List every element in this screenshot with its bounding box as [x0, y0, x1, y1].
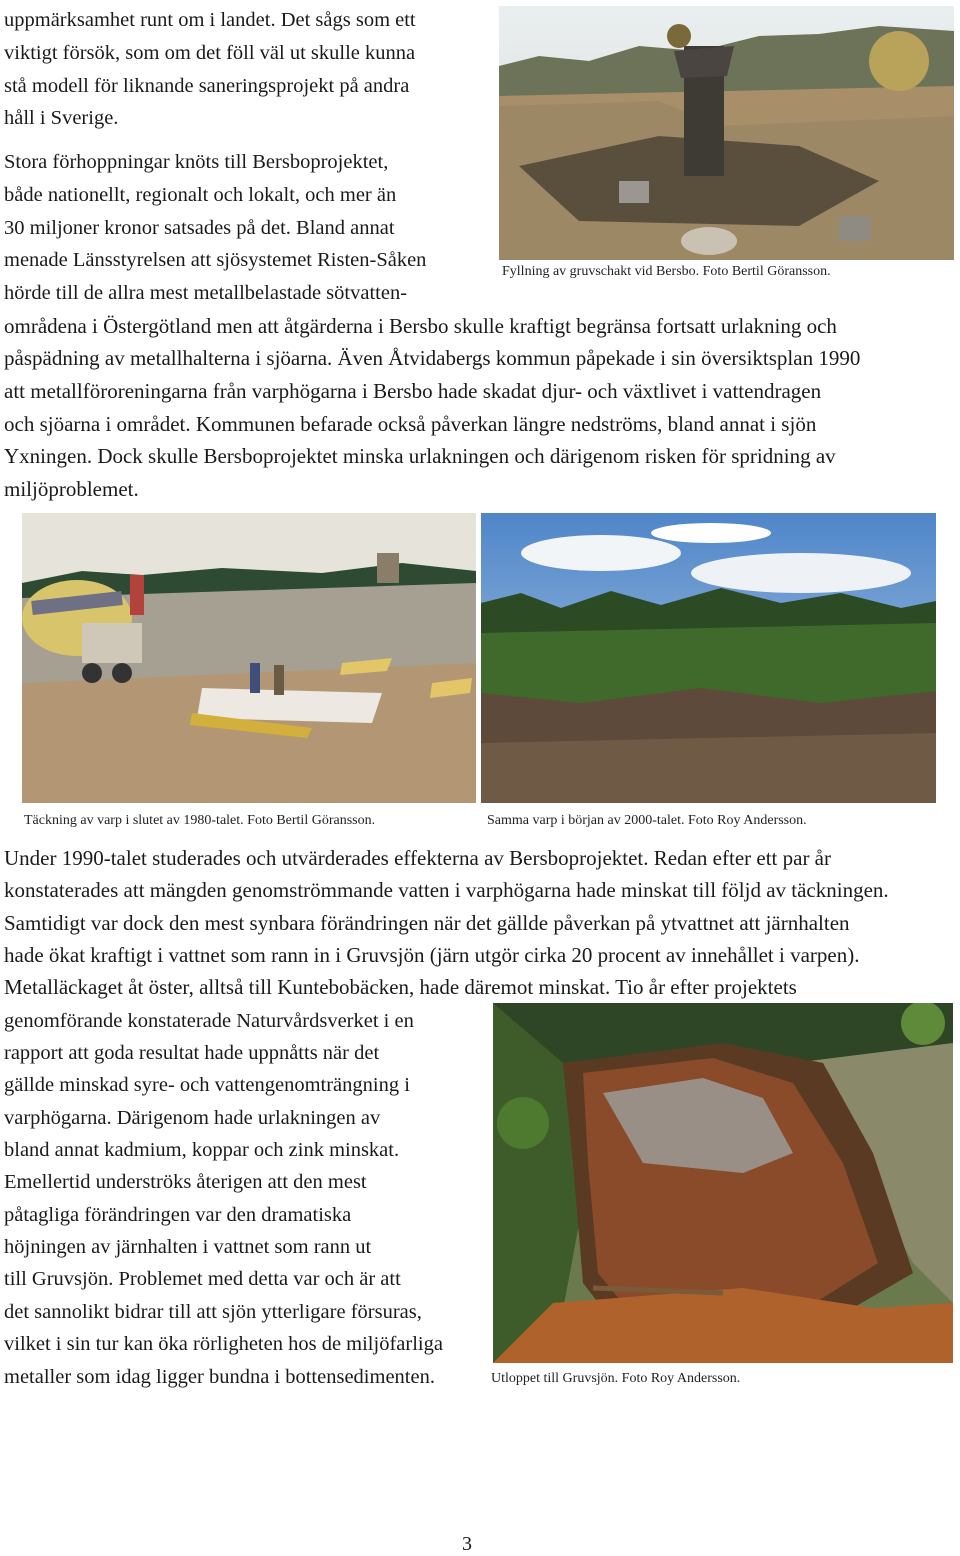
- text-line: Metalläckaget åt öster, alltså till Kuntebobäcken, hade däremot minskat. Tio år efter projektets: [4, 975, 797, 999]
- text-line: Emellertid underströks återigen att den mest: [4, 1171, 367, 1193]
- text-line: Stora förhoppningar knöts till Bersboprojektet,: [4, 151, 389, 173]
- text-line: vilket i sin tur kan öka rörligheten hos de miljöfarliga: [4, 1333, 443, 1355]
- text-line: det sannolikt bidrar till att sjön ytterligare försuras,: [4, 1301, 422, 1323]
- figure-caption: Samma varp i början av 2000-talet. Foto Roy Andersson.: [487, 813, 807, 828]
- text-line: menade Länsstyrelsen att sjösystemet Risten-Såken: [4, 249, 427, 271]
- text-line: rapport att goda resultat hade uppnåtts när det: [4, 1042, 380, 1064]
- text-line: genomförande konstaterade Naturvårdsverket i en: [4, 1010, 414, 1032]
- text-line: hade ökat kraftigt i vattnet som rann in i Gruvsjön (järn utgör cirka 20 procent av innehållet i varpen).: [4, 943, 860, 967]
- text-line: 30 miljoner kronor satsades på det. Bland annat: [4, 217, 395, 239]
- text-line: stå modell för liknande saneringsprojekt på andra: [4, 75, 410, 97]
- text-line: håll i Sverige.: [4, 107, 119, 129]
- regrowth-photo: [481, 513, 936, 803]
- text-line: påtagliga förändringen var den dramatiska: [4, 1204, 352, 1226]
- text-line: varphögarna. Därigenom hade urlakningen av: [4, 1107, 381, 1129]
- text-line: metaller som idag ligger bundna i bottensedimenten.: [4, 1366, 435, 1388]
- text-line: Under 1990-talet studerades och utvärderades effekterna av Bersboprojektet. Redan efter ett par år: [4, 846, 831, 870]
- figure-caption: Utloppet till Gruvsjön. Foto Roy Andersson.: [491, 1371, 741, 1386]
- text-line: både nationellt, regionalt och lokalt, och mer än: [4, 184, 397, 206]
- text-line: bland annat kadmium, koppar och zink minskat.: [4, 1139, 400, 1161]
- text-line: hörde till de allra mest metallbelastade sötvatten-: [4, 282, 408, 304]
- page-number: 3: [462, 1533, 472, 1555]
- text-line: uppmärksamhet runt om i landet. Det sågs som ett: [4, 9, 416, 31]
- text-line: miljöproblemet.: [4, 477, 139, 501]
- text-line: områdena i Östergötland men att åtgärderna i Bersbo skulle kraftigt begränsa fortsatt urlakning och: [4, 314, 837, 338]
- covering-photo: [22, 513, 476, 803]
- text-line: viktigt försök, som om det föll väl ut skulle kunna: [4, 42, 416, 64]
- outlet-photo: [493, 1003, 953, 1363]
- text-line: Yxningen. Dock skulle Bersboprojektet minska urlakningen och därigenom risken för spridning av: [4, 444, 836, 468]
- text-line: gällde minskad syre- och vattengenomträngning i: [4, 1074, 410, 1096]
- text-line: Samtidigt var dock den mest synbara förändringen när det gällde påverkan på ytvattnet att järnhalten: [4, 911, 850, 935]
- text-line: konstaterades att mängden genomströmmande vatten i varphögarna hade minskat till följd av täckningen.: [4, 878, 889, 902]
- figure-caption: Fyllning av gruvschakt vid Bersbo. Foto Bertil Göransson.: [502, 264, 831, 279]
- shaft-filling-photo: [499, 6, 954, 260]
- figure-caption: Täckning av varp i slutet av 1980-talet. Foto Bertil Göransson.: [24, 813, 376, 828]
- text-line: påspädning av metallhalterna i sjöarna. Även Åtvidabergs kommun påpekade i sin översiktsplan 1990: [4, 346, 861, 370]
- text-line: till Gruvsjön. Problemet med detta var och är att: [4, 1268, 401, 1290]
- text-line: och sjöarna i området. Kommunen befarade också påverkan längre nedströms, bland annat i sjön: [4, 412, 817, 436]
- text-line: höjningen av järnhalten i vattnet som rann ut: [4, 1236, 372, 1258]
- text-line: att metallföroreningarna från varphögarna i Bersbo hade skadat djur- och växtlivet i vattendragen: [4, 379, 822, 403]
